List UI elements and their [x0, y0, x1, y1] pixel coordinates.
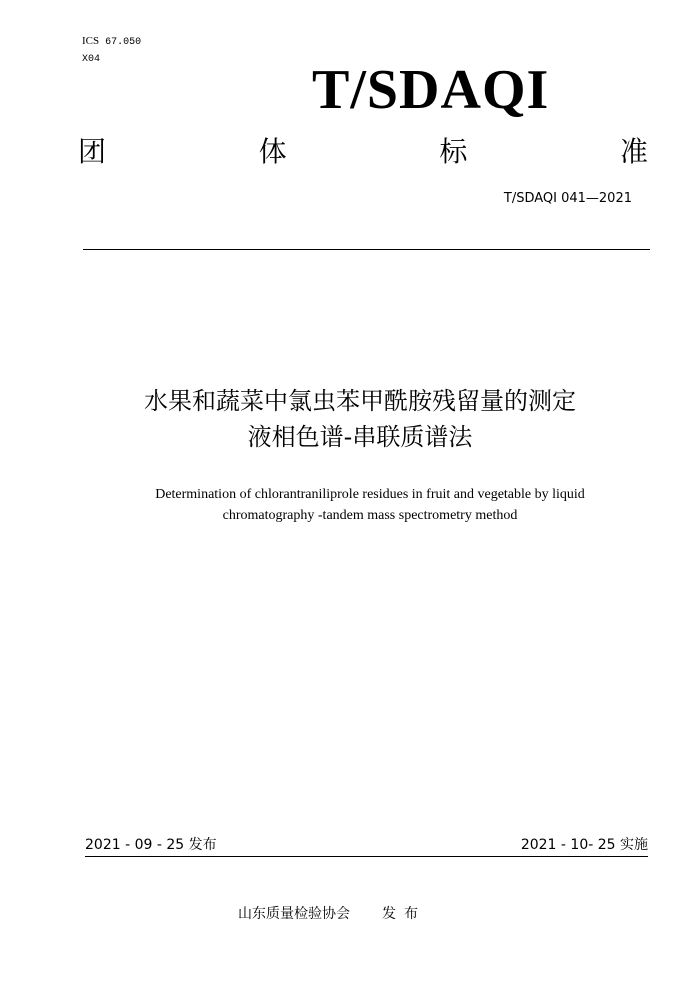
implement-date: 2021 - 10- 25 实施: [520, 837, 648, 853]
chinese-title-line: 液相色谱-串联质谱法: [247, 423, 473, 451]
chinese-title: [40, 383, 680, 455]
date-row: [85, 836, 648, 854]
standard-type-char: 体: [258, 135, 287, 168]
standard-type-char: 准: [619, 135, 648, 168]
ics-line: [82, 35, 141, 49]
organization-logo: T/SDAQI: [312, 59, 550, 121]
header-divider: [83, 249, 650, 250]
english-title-line: Determination of chlorantraniliprole residues in fruit and vegetable by liquid: [155, 487, 585, 502]
issue-date: 2021 - 09 - 25 发布: [85, 837, 217, 853]
publisher-action: 发布: [382, 906, 426, 922]
publisher-line: [0, 905, 700, 923]
standard-type-char: 团: [78, 135, 107, 168]
publisher-name: 山东质量检验协会: [238, 906, 350, 922]
footer-divider: [85, 856, 648, 857]
english-title: [60, 484, 680, 526]
ics-label: ICS: [82, 35, 100, 47]
english-title-line: chromatography -tandem mass spectrometry method: [222, 508, 518, 523]
standard-type-char: 标: [439, 135, 468, 168]
standard-number: T/SDAQI 041—2021: [503, 191, 632, 206]
chinese-title-line: 水果和蔬菜中氯虫苯甲酰胺残留量的测定: [144, 387, 576, 415]
ics-code: 67.050: [105, 37, 142, 48]
classification-code: X04: [82, 54, 101, 65]
standard-type: [78, 134, 648, 170]
